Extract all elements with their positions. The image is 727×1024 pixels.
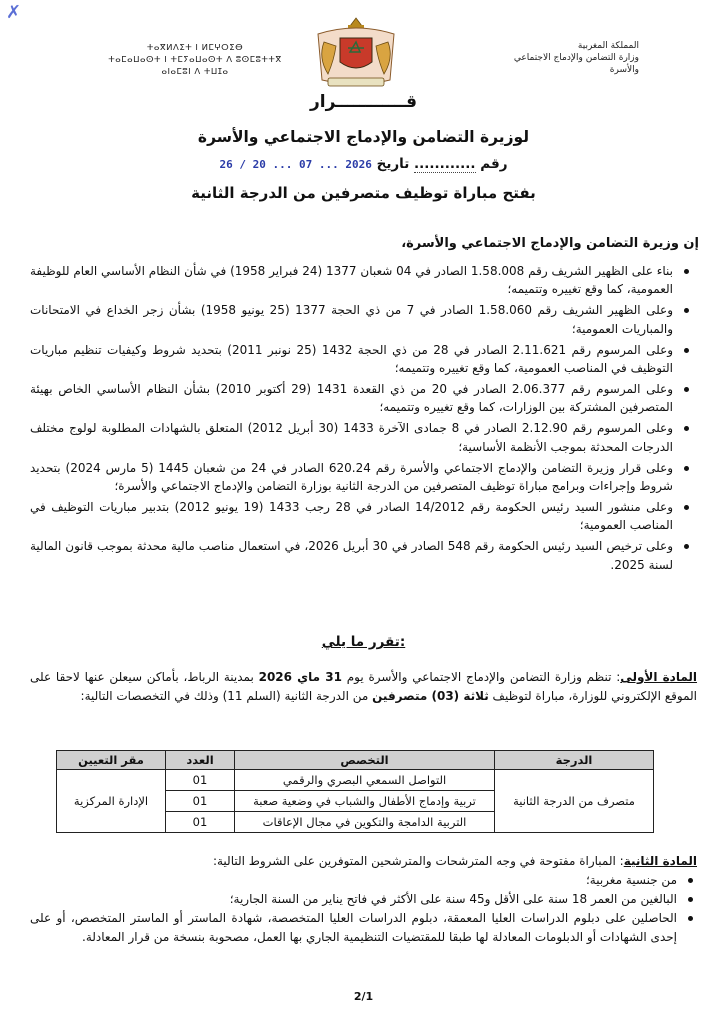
specialty-cell: تربية وإدماج الأطفال والشباب في وضعية صعبة bbox=[235, 791, 495, 812]
tifinagh-line: ⵜⴰⴳⵍⴷⵉⵜ ⵏ ⵍⵎⵖⵔⵉⴱ bbox=[146, 43, 244, 53]
ref-number-blank: ............ bbox=[414, 156, 476, 172]
article-2-text: : المباراة مفتوحة في وجه المترشحات والمترشحين المتوفرين على الشروط التالية: bbox=[212, 854, 624, 868]
ministry-line: وزارة التضامن والإدماج الاجتماعي bbox=[513, 53, 639, 63]
page-number: 2/1 bbox=[353, 990, 374, 1003]
tifinagh-header bbox=[95, 42, 295, 78]
article-2-intro bbox=[30, 852, 697, 871]
table-header-row bbox=[57, 751, 654, 770]
decision-title: قــــــــــــرار bbox=[309, 92, 418, 112]
list-item: وعلى الظهير الشريف رقم 1.58.060 الصادر في 7 من ذي الحجة 1377 (25 يونيو 1958) بشأن زجر الخداع في الامتحانات والمباريات العمومية؛ bbox=[30, 301, 693, 338]
posting-cell: الإدارة المركزية bbox=[57, 770, 166, 833]
count-cell: 01 bbox=[166, 791, 235, 812]
specialty-cell: التربية الدامجة والتكوين في مجال الإعاقات bbox=[235, 812, 495, 833]
list-item: من جنسية مغربية؛ bbox=[30, 871, 697, 890]
reference-line bbox=[0, 156, 727, 173]
specialty-cell: التواصل السمعي البصري والرقمي bbox=[235, 770, 495, 791]
grade-cell: متصرف من الدرجة الثانية bbox=[495, 770, 654, 833]
header-count: العدد bbox=[166, 751, 235, 770]
tifinagh-line: ⵜⴰⵎⴰⵡⴰⵙⵜ ⵏ ⵜⵎⵢⴰⵡⴰⵙⵜ ⴷ ⵓⵙⵎⵓⵜⵜⴳ bbox=[108, 55, 282, 65]
article-1-text-c: من الدرجة الثانية (السلم 11) وذلك في التخصصات التالية: bbox=[80, 689, 373, 703]
list-item: وعلى المرسوم رقم 2.11.621 الصادر في 28 من ذي الحجة 1432 (25 نونبر 2011) بتحديد شروط وكيفيات تنظيم مباريات التوظيف في المناصب العمومية، كما وقع تغييره وتتميمه؛ bbox=[30, 341, 693, 378]
corner-handwritten-mark-icon: ✗ bbox=[6, 2, 22, 23]
list-item: الحاصلين على دبلوم الدراسات العليا المعمقة، دبلوم الدراسات العليا المتخصصة، شهادة الماستر أو الماستر المتخصص، أو على إحدى الشهادات أو الدبلومات المعادلة لها طبقا للمقتضيات التنظيمية الجاري بها العمل، مصحوبة بنسخة من قرار المعادلة. bbox=[30, 909, 697, 947]
list-item: وعلى منشور السيد رئيس الحكومة رقم 14/2012 الصادر في 28 رجب 1433 (19 يونيو 2012) بتدبير مباريات التوظيف في المناصب العمومية؛ bbox=[30, 498, 693, 535]
kingdom-line: المملكة المغربية bbox=[577, 41, 639, 51]
article-2 bbox=[30, 852, 697, 947]
article-1-text-b: بمدينة الرباط، بأماكن سيعلن عنها لاحقا على الموقع الإلكتروني للوزارة، مباراة لتوظيف bbox=[30, 670, 697, 703]
decides-heading bbox=[0, 634, 727, 650]
header-grade: الدرجة bbox=[495, 751, 654, 770]
list-item: وعلى قرار وزيرة التضامن والإدماج الاجتماعي والأسرة رقم 620.24 الصادر في 24 من شعبان 1445 (5 مارس 2024) بتحديد شروط وإجراءات وبرامج مباراة توظيف المتصرفين من الدرجة الثانية بوزارة التضامن والإدماج الاجتماعي والأسرة؛ bbox=[30, 459, 693, 496]
subject-title: بفتح مباراة توظيف متصرفين من الدرجة الثانية bbox=[191, 184, 536, 202]
count-cell: 01 bbox=[166, 770, 235, 791]
ministry-header bbox=[449, 40, 639, 76]
table-row bbox=[57, 770, 654, 791]
tifinagh-line: ⴰⵏⴰⵎⵓⵏ ⴷ ⵜⵡⵊⴰ bbox=[161, 67, 229, 77]
ministry-line: والأسرة bbox=[609, 65, 639, 75]
minister-title: لوزيرة التضامن والإدماج الاجتماعي والأسرة bbox=[197, 128, 530, 146]
article-1 bbox=[30, 668, 697, 706]
list-item: البالغين من العمر 18 سنة على الأقل و45 سنة على الأكثر في فاتح يناير من السنة الجارية؛ bbox=[30, 890, 697, 909]
article-1-text-a: : تنظم وزارة التضامن والإدماج الاجتماعي والأسرة يوم bbox=[341, 670, 621, 684]
decides-text: تقرر ما يلي: bbox=[321, 634, 406, 650]
list-item: بناء على الظهير الشريف رقم 1.58.008 الصادر في 04 شعبان 1377 (24 فبراير 1958) في شأن النظام الأساسي العام للوظيفة العمومية، كما وقع تغييره وتتميمه؛ bbox=[30, 262, 693, 299]
header-specialty: التخصص bbox=[235, 751, 495, 770]
list-item: وعلى المرسوم رقم 2.06.377 الصادر في 20 من ذي القعدة 1431 (29 أكتوبر 2010) بشأن النظام الأساسي الخاص بهيئة المتصرفين المشتركة بين الوزارات، كما وقع تغييره وتتميمه؛ bbox=[30, 380, 693, 417]
count-cell: 01 bbox=[166, 812, 235, 833]
positions-count: ثلاثة (03) متصرفين bbox=[372, 689, 489, 703]
handwritten-date: 2026 ... 07 ... 20 / 26 bbox=[219, 158, 372, 171]
legal-references-list bbox=[30, 262, 693, 577]
preamble-intro: إن وزيرة التضامن والإدماج الاجتماعي والأسرة، bbox=[401, 236, 699, 251]
list-item: وعلى المرسوم رقم 2.12.90 الصادر في 8 جمادى الآخرة 1433 (30 أبريل 2012) المتعلق بالشهادات المطلوبة لولوج مختلف الدرجات المحدثة بموجب الأنظمة الأساسية؛ bbox=[30, 419, 693, 456]
royal-crest-icon bbox=[310, 14, 402, 96]
exam-date: 31 ماي 2026 bbox=[258, 670, 342, 684]
date-label: تاريخ bbox=[376, 156, 410, 172]
article-1-label: المادة الأولى bbox=[620, 670, 698, 684]
positions-table bbox=[56, 750, 654, 833]
article-2-label: المادة الثانية bbox=[623, 854, 697, 868]
list-item: وعلى ترخيص السيد رئيس الحكومة رقم 548 الصادر في 30 أبريل 2026، في استعمال مناصب مالية محدثة بموجب قانون المالية لسنة 2025. bbox=[30, 537, 693, 574]
ref-prefix: رقم bbox=[480, 156, 508, 172]
header-posting: مقر التعيين bbox=[57, 751, 166, 770]
